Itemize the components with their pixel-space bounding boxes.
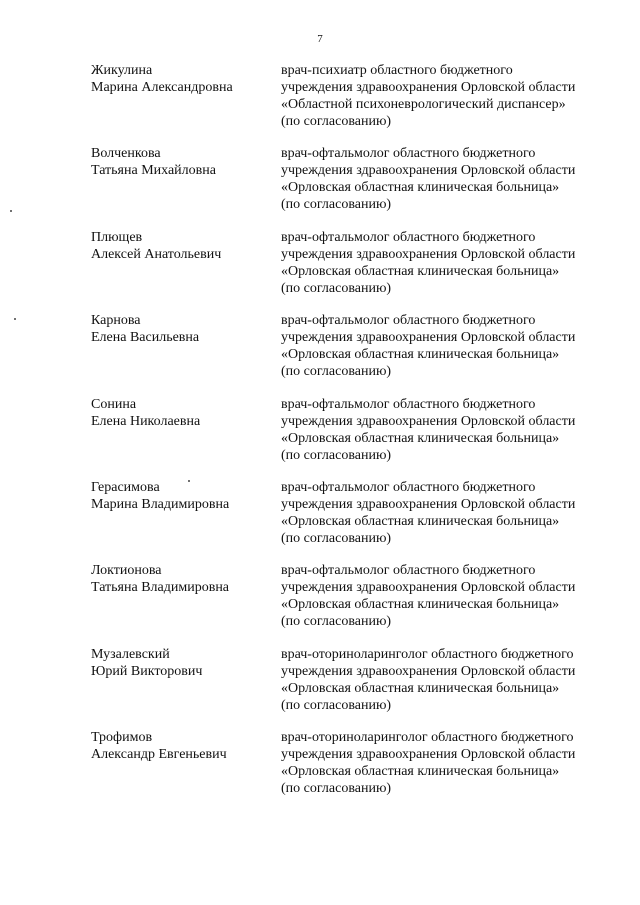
- person-given-name: Елена Васильевна: [91, 330, 200, 346]
- role-line: учреждения здравоохранения Орловской области: [281, 663, 576, 679]
- list-item: [0, 562, 640, 645]
- person-given-name: Александр Евгеньевич: [91, 747, 227, 763]
- role-line: врач-офтальмолог областного бюджетного: [281, 396, 536, 412]
- role-line: «Орловская областная клиническая больница»: [281, 180, 560, 196]
- role-line: учреждения здравоохранения Орловской области: [281, 80, 576, 95]
- person-given-name: Татьяна Михайловна: [91, 163, 216, 179]
- role-line: врач-офтальмолог областного бюджетного: [281, 146, 536, 162]
- role-line: «Областной психоневрологический диспансер»: [281, 97, 566, 112]
- role-line: «Орловская областная клиническая больница»: [281, 513, 560, 529]
- person-role: [281, 396, 611, 464]
- member-list: [0, 62, 640, 813]
- person-given-name: Татьяна Владимировна: [91, 580, 230, 596]
- person-surname: Волченкова: [91, 146, 161, 162]
- person-role: [281, 479, 611, 547]
- person-surname: Плющев: [91, 229, 143, 245]
- role-line: (по согласованию): [281, 530, 392, 546]
- role-line: врач-оториноларинголог областного бюджетного: [281, 646, 574, 662]
- person-surname: Локтионова: [91, 563, 162, 579]
- role-line: (по согласованию): [281, 781, 392, 797]
- person-given-name: Марина Владимировна: [91, 496, 230, 512]
- role-line: (по согласованию): [281, 197, 392, 213]
- person-role: [281, 62, 611, 130]
- list-item: [0, 479, 640, 562]
- person-role: [281, 229, 611, 297]
- person-given-name: Марина Александровна: [91, 80, 233, 95]
- person-name: [91, 396, 271, 430]
- person-name: [91, 479, 271, 513]
- role-line: учреждения здравоохранения Орловской области: [281, 580, 576, 596]
- person-role: [281, 312, 611, 380]
- role-line: учреждения здравоохранения Орловской области: [281, 330, 576, 346]
- role-line: (по согласованию): [281, 447, 392, 463]
- role-line: учреждения здравоохранения Орловской области: [281, 747, 576, 763]
- person-name: [91, 646, 271, 680]
- list-item: [0, 62, 640, 145]
- role-line: (по согласованию): [281, 697, 392, 713]
- role-line: (по согласованию): [281, 280, 392, 296]
- person-role: [281, 646, 611, 714]
- person-surname: Жикулина: [91, 63, 153, 78]
- role-line: «Орловская областная клиническая больница»: [281, 263, 560, 279]
- role-line: «Орловская областная клиническая больница»: [281, 347, 560, 363]
- person-surname: Трофимов: [91, 730, 153, 746]
- person-role: [281, 145, 611, 213]
- person-name: [91, 562, 271, 596]
- person-name: [91, 312, 271, 346]
- person-role: [281, 729, 611, 797]
- list-item: [0, 729, 640, 812]
- person-surname: Герасимова: [91, 479, 160, 495]
- person-surname: Сонина: [91, 396, 137, 412]
- list-item: [0, 396, 640, 479]
- list-item: [0, 646, 640, 729]
- role-line: «Орловская областная клиническая больница»: [281, 430, 560, 446]
- role-line: врач-оториноларинголог областного бюджетного: [281, 730, 574, 746]
- role-line: врач-офтальмолог областного бюджетного: [281, 479, 536, 495]
- role-line: учреждения здравоохранения Орловской области: [281, 413, 576, 429]
- role-line: (по согласованию): [281, 364, 392, 380]
- role-line: учреждения здравоохранения Орловской области: [281, 246, 576, 262]
- person-name: [91, 145, 271, 179]
- role-line: учреждения здравоохранения Орловской области: [281, 496, 576, 512]
- list-item: [0, 312, 640, 395]
- role-line: врач-офтальмолог областного бюджетного: [281, 313, 536, 329]
- role-line: «Орловская областная клиническая больница»: [281, 680, 560, 696]
- role-line: (по согласованию): [281, 114, 392, 129]
- role-line: (по согласованию): [281, 614, 392, 630]
- page-number: 7: [317, 33, 323, 45]
- person-name: [91, 229, 271, 263]
- role-line: врач-офтальмолог областного бюджетного: [281, 563, 536, 579]
- person-given-name: Юрий Викторович: [91, 663, 203, 679]
- person-surname: Музалевский: [91, 646, 170, 662]
- role-line: врач-психиатр областного бюджетного: [281, 63, 513, 78]
- person-given-name: Алексей Анатольевич: [91, 246, 222, 262]
- role-line: «Орловская областная клиническая больница»: [281, 764, 560, 780]
- person-given-name: Елена Николаевна: [91, 413, 201, 429]
- role-line: учреждения здравоохранения Орловской области: [281, 163, 576, 179]
- list-item: [0, 229, 640, 312]
- person-role: [281, 562, 611, 630]
- list-item: [0, 145, 640, 228]
- role-line: «Орловская областная клиническая больница»: [281, 597, 560, 613]
- role-line: врач-офтальмолог областного бюджетного: [281, 229, 536, 245]
- person-name: [91, 62, 271, 96]
- person-surname: Карнова: [91, 313, 141, 329]
- person-name: [91, 729, 271, 763]
